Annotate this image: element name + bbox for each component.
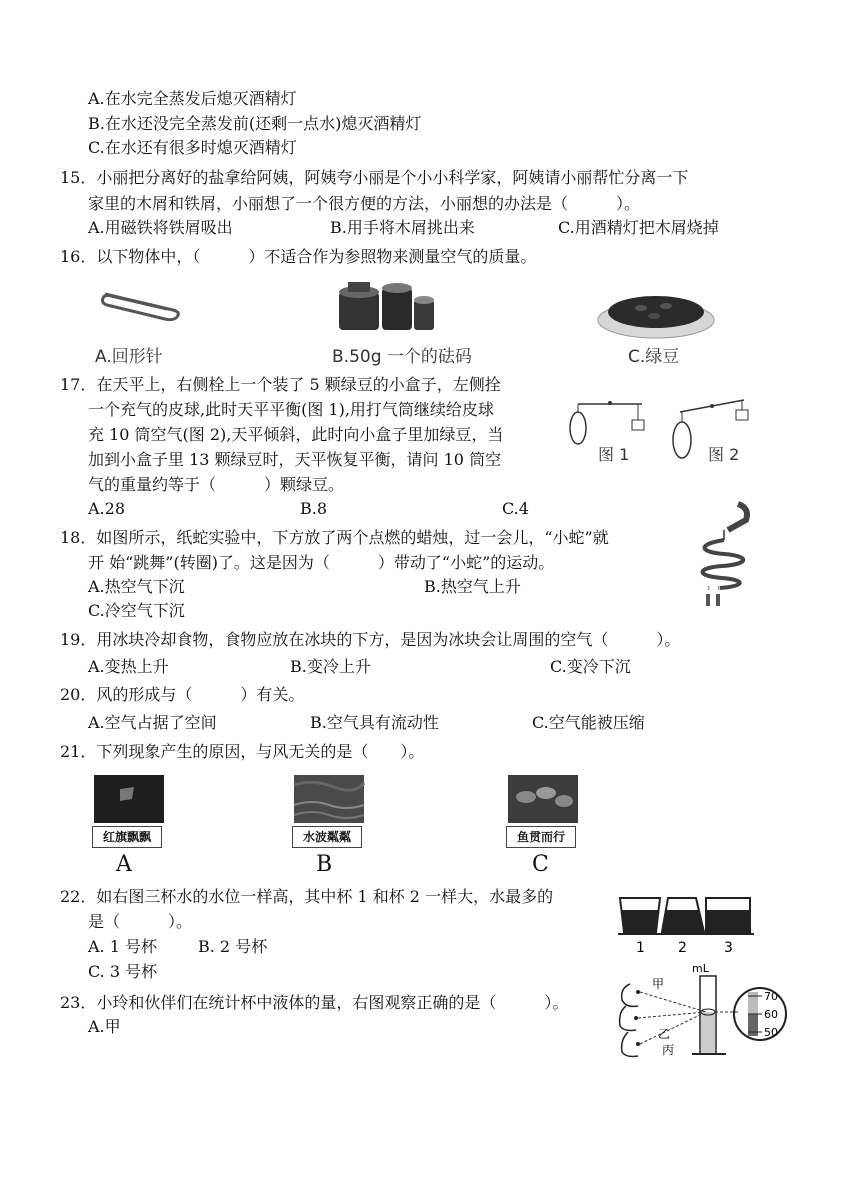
q17-option-c: C.4 <box>502 499 529 518</box>
q19-option-c: C.变冷下沉 <box>550 657 631 676</box>
q18-stem-line1: 18．如图所示，纸蛇实验中，下方放了两个点燃的蜡烛，过一会儿，“小蛇”就 <box>60 528 609 547</box>
q17-stem-line2: 一个充气的皮球,此时天平平衡(图 1),用打气筒继续给皮球 <box>88 400 494 419</box>
cup1-label: 1 <box>636 940 645 956</box>
label-jia: 甲 <box>652 977 665 991</box>
q22-option-c: C. 3 号杯 <box>88 962 158 981</box>
paperclip-image <box>95 284 185 324</box>
balance-figure-2 <box>672 392 762 472</box>
q16-label-a: A.回形针 <box>95 347 163 367</box>
q21-caption-c: 鱼贯而行 <box>506 826 576 848</box>
measuring-cylinder-figure <box>616 962 788 1062</box>
q17-stem-line1: 17．在天平上，右侧栓上一个装了 5 颗绿豆的小盒子，左侧拴 <box>60 375 501 394</box>
q20-option-b: B.空气具有流动性 <box>310 713 439 732</box>
q20-option-c: C.空气能被压缩 <box>532 713 645 732</box>
fig2-label: 图 2 <box>708 445 740 464</box>
scale-70: 70 <box>764 990 778 1003</box>
three-cups-figure <box>618 888 754 958</box>
q18-option-a: A.热空气下沉 <box>88 577 185 596</box>
q19-option-b: B.变冷上升 <box>290 657 371 676</box>
q18-option-c: C.冷空气下沉 <box>88 601 185 620</box>
scale-60: 60 <box>764 1008 778 1021</box>
unit-ml: mL <box>692 962 709 975</box>
q22-stem-line2: 是（ ）。 <box>88 912 193 931</box>
weights-image <box>336 270 436 340</box>
mung-beans-image <box>596 282 716 344</box>
q21-stem: 21．下列现象产生的原因，与风无关的是（ ）。 <box>60 742 425 761</box>
q23-stem: 23．小玲和伙伴们在统计杯中液体的量，右图观察正确的是（ ）。 <box>60 993 569 1012</box>
q15-option-c: C.用酒精灯把木屑烧掉 <box>558 218 719 237</box>
q17-stem-line3: 充 10 筒空气(图 2),天平倾斜，此时向小盒子里加绿豆，当 <box>88 425 504 444</box>
water-ripples-photo <box>294 775 364 823</box>
q15-stem-line2: 家里的木屑和铁屑，小丽想了一个很方便的方法，小丽想的办法是（ ）。 <box>88 194 641 213</box>
fish-line-photo <box>508 775 578 823</box>
fig1-label: 图 1 <box>598 445 630 464</box>
q18-stem-line2: 开 始“跳舞”(转圈)了。这是因为（ ）带动了“小蛇”的运动。 <box>88 553 555 572</box>
cup2-label: 2 <box>678 940 687 956</box>
balance-figure-1 <box>568 390 658 470</box>
q16-label-b: B.50g 一个的砝码 <box>332 347 472 367</box>
q15-option-a: A.用磁铁将铁屑吸出 <box>88 218 233 237</box>
red-flag-photo <box>94 775 164 823</box>
q19-option-a: A.变热上升 <box>88 657 169 676</box>
cup3-label: 3 <box>724 940 733 956</box>
q16-stem: 16．以下物体中，（ ）不适合作为参照物来测量空气的质量。 <box>60 247 537 266</box>
label-yi: 乙 <box>658 1027 671 1041</box>
q17-stem-line5: 气的重量约等于（ ）颗绿豆。 <box>88 475 345 494</box>
q14-option-a: A.在水完全蒸发后熄灭酒精灯 <box>88 89 297 108</box>
label-bing: 丙 <box>662 1043 675 1057</box>
q23-option-a: A.甲 <box>88 1017 121 1036</box>
q17-option-a: A.28 <box>88 499 125 518</box>
q20-stem: 20．风的形成与（ ）有关。 <box>60 685 305 704</box>
q21-caption-a: 红旗飘飘 <box>92 826 162 848</box>
q22-stem-line1: 22．如右图三杯水的水位一样高，其中杯 1 和杯 2 一样大，水最多的 <box>60 887 554 906</box>
q17-option-b: B.8 <box>300 499 328 518</box>
q21-caption-b: 水波粼粼 <box>292 826 362 848</box>
q17-stem-line4: 加到小盒子里 13 颗绿豆时，天平恢复平衡，请问 10 筒空 <box>88 450 502 469</box>
q16-label-c: C.绿豆 <box>628 347 680 367</box>
scale-50: 50 <box>764 1026 778 1039</box>
q14-option-c: C.在水还有很多时熄灭酒精灯 <box>88 138 297 157</box>
q20-option-a: A.空气占据了空间 <box>88 713 217 732</box>
paper-snake-image <box>688 500 754 610</box>
q15-stem-line1: 15．小丽把分离好的盐拿给阿姨，阿姨夸小丽是个小小科学家，阿姨请小丽帮忙分离一下 <box>60 168 689 187</box>
q14-option-b: B.在水还没完全蒸发前(还剩一点水)熄灭酒精灯 <box>88 114 422 133</box>
q22-option-a: A. 1 号杯 <box>88 937 157 956</box>
q21-letter-c: C <box>532 852 549 877</box>
q22-option-b: B. 2 号杯 <box>198 937 268 956</box>
q19-stem: 19．用冰块冷却食物，食物应放在冰块的下方，是因为冰块会让周围的空气（ ）。 <box>60 630 681 649</box>
q18-option-b: B.热空气上升 <box>424 577 521 596</box>
q21-letter-a: A <box>116 852 132 877</box>
q15-option-b: B.用手将木屑挑出来 <box>330 218 475 237</box>
q21-letter-b: B <box>316 852 333 877</box>
